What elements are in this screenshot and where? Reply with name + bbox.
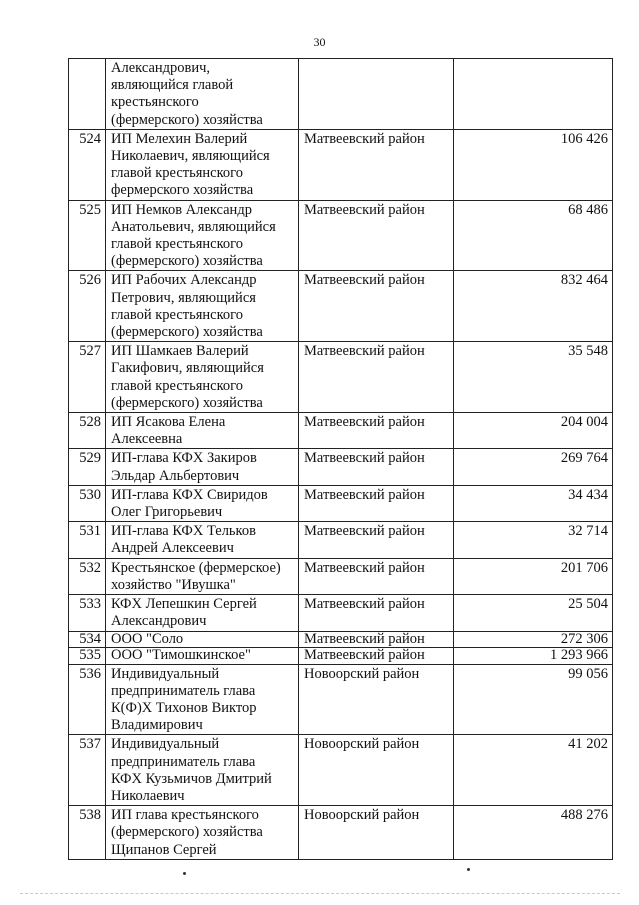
table-row	[69, 558, 613, 594]
table-row	[69, 485, 613, 521]
district: Матвеевский район	[299, 631, 454, 648]
recipient-name: ИП Ясакова Елена Алексеевна	[106, 413, 299, 449]
district: Матвеевский район	[299, 595, 454, 631]
recipient-name: Александрович, являющийся главой крестьянского (фермерского) хозяйства	[106, 59, 299, 130]
recipient-name: Индивидуальный предприниматель глава КФХ Кузьмичов Дмитрий Николаевич	[106, 735, 299, 806]
row-number: 526	[69, 271, 106, 342]
table-row	[69, 664, 613, 735]
row-number: 538	[69, 806, 106, 860]
amount	[454, 59, 613, 130]
amount: 201 706	[454, 558, 613, 594]
amount: 25 504	[454, 595, 613, 631]
recipient-name: КФХ Лепешкин Сергей Александрович	[106, 595, 299, 631]
recipients-table	[68, 58, 613, 860]
table-row	[69, 271, 613, 342]
row-number: 535	[69, 648, 106, 665]
row-number: 530	[69, 485, 106, 521]
recipient-name: ООО "Тимошкинское"	[106, 648, 299, 665]
table-row	[69, 595, 613, 631]
recipient-name: ИП Шамкаев Валерий Гакифович, являющийся главой крестьянского (фермерского) хозяйства	[106, 342, 299, 413]
amount: 41 202	[454, 735, 613, 806]
table-row	[69, 735, 613, 806]
amount: 204 004	[454, 413, 613, 449]
recipient-name: ИП Немков Александр Анатольевич, являющийся главой крестьянского (фермерского) хозяйства	[106, 200, 299, 271]
district: Новоорский район	[299, 664, 454, 735]
district: Матвеевский район	[299, 200, 454, 271]
amount: 99 056	[454, 664, 613, 735]
recipient-name: Индивидуальный предприниматель глава К(Ф)Х Тихонов Виктор Владимирович	[106, 664, 299, 735]
table-row	[69, 806, 613, 860]
amount: 34 434	[454, 485, 613, 521]
row-number: 536	[69, 664, 106, 735]
table-row	[69, 631, 613, 648]
row-number: 534	[69, 631, 106, 648]
district: Матвеевский район	[299, 129, 454, 200]
scan-dot	[467, 868, 470, 871]
table-row	[69, 129, 613, 200]
district: Матвеевский район	[299, 342, 454, 413]
scan-edge-line	[20, 893, 620, 894]
recipient-name: ООО "Соло	[106, 631, 299, 648]
table-row	[69, 522, 613, 558]
recipient-name: ИП Мелехин Валерий Николаевич, являющийся главой крестьянского фермерского хозяйства	[106, 129, 299, 200]
recipient-name: ИП-глава КФХ Тельков Андрей Алексеевич	[106, 522, 299, 558]
row-number: 528	[69, 413, 106, 449]
recipient-name: ИП-глава КФХ Свиридов Олег Григорьевич	[106, 485, 299, 521]
table-row	[69, 342, 613, 413]
district: Матвеевский район	[299, 271, 454, 342]
amount: 832 464	[454, 271, 613, 342]
row-number: 524	[69, 129, 106, 200]
amount: 35 548	[454, 342, 613, 413]
row-number: 527	[69, 342, 106, 413]
amount: 106 426	[454, 129, 613, 200]
district: Матвеевский район	[299, 413, 454, 449]
row-number: 533	[69, 595, 106, 631]
table-row	[69, 413, 613, 449]
recipient-name: ИП глава крестьянского (фермерского) хозяйства Щипанов Сергей	[106, 806, 299, 860]
page-number: 30	[313, 35, 326, 49]
district: Матвеевский район	[299, 648, 454, 665]
district	[299, 59, 454, 130]
district: Матвеевский район	[299, 485, 454, 521]
table-row	[69, 449, 613, 485]
recipient-name: Крестьянское (фермерское) хозяйство "Ивушка"	[106, 558, 299, 594]
table-row	[69, 648, 613, 665]
row-number: 531	[69, 522, 106, 558]
row-number: 537	[69, 735, 106, 806]
amount: 272 306	[454, 631, 613, 648]
amount: 269 764	[454, 449, 613, 485]
district: Новоорский район	[299, 735, 454, 806]
recipient-name: ИП-глава КФХ Закиров Эльдар Альбертович	[106, 449, 299, 485]
amount: 32 714	[454, 522, 613, 558]
district: Матвеевский район	[299, 449, 454, 485]
table-row	[69, 200, 613, 271]
table-row	[69, 59, 613, 130]
district: Матвеевский район	[299, 558, 454, 594]
recipient-name: ИП Рабочих Александр Петрович, являющийся главой крестьянского (фермерского) хозяйства	[106, 271, 299, 342]
row-number: 529	[69, 449, 106, 485]
amount: 1 293 966	[454, 648, 613, 665]
row-number: 525	[69, 200, 106, 271]
amount: 488 276	[454, 806, 613, 860]
scan-dot	[183, 872, 186, 875]
row-number: 532	[69, 558, 106, 594]
district: Новоорский район	[299, 806, 454, 860]
amount: 68 486	[454, 200, 613, 271]
row-number	[69, 59, 106, 130]
district: Матвеевский район	[299, 522, 454, 558]
